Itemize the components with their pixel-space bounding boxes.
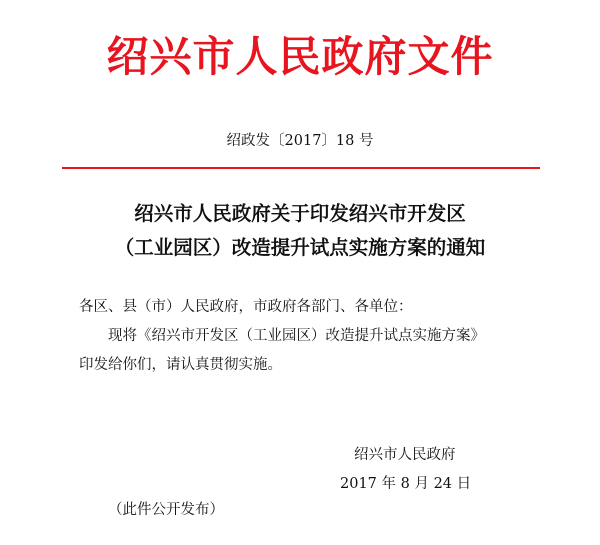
signature-organization: 绍兴市人民政府: [354, 447, 456, 463]
document-masthead: 绍兴市人民政府文件: [106, 32, 494, 81]
title-line-1: 绍兴市人民政府关于印发绍兴市开发区: [134, 202, 466, 225]
salutation: 各区、县（市）人民政府，市政府各部门、各单位：: [79, 299, 413, 315]
document-body: [79, 293, 529, 380]
document-title: [0, 197, 600, 265]
document-number: 绍政发〔2017〕18 号: [226, 133, 374, 149]
signature-date: 2017 年 8 月 24 日: [340, 476, 472, 492]
masthead-separator-line: [62, 167, 540, 169]
title-line-2: （工业园区）改造提升试点实施方案的通知: [114, 236, 486, 259]
publish-note: （此件公开发布）: [108, 502, 224, 518]
body-paragraph-line-2: 印发给你们，请认真贯彻实施。: [79, 357, 282, 373]
signature-block: [340, 441, 471, 499]
body-paragraph-line-1: 现将《绍兴市开发区（工业园区）改造提升试点实施方案》: [108, 328, 485, 344]
